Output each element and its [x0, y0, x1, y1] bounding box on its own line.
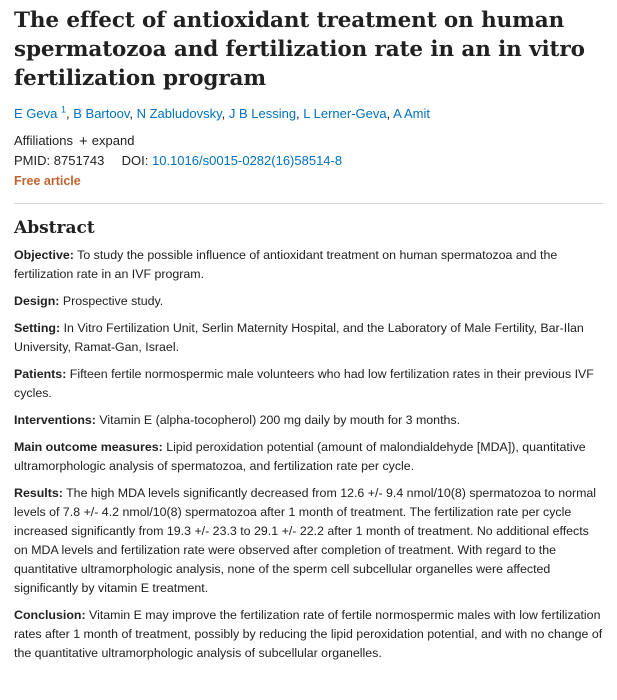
abstract-patients: [14, 365, 603, 403]
section-text: Prospective study.: [62, 294, 164, 308]
section-text: Vitamin E may improve the fertilization rate of fertile normospermic males with low fertilization rates after 1 month of treatment, possibly by reducing the lipid peroxidation potential, and with no change of the quantitative ultramorphologic analysis of subcellular organelles.: [14, 608, 603, 660]
author-link-geva[interactable]: E Geva: [14, 106, 58, 121]
section-label: Setting:: [14, 321, 61, 335]
author-link-lerner-geva[interactable]: L Lerner-Geva: [303, 106, 387, 121]
abstract-main-outcome-measures: [14, 438, 603, 476]
section-text: In Vitro Fertilization Unit, Serlin Maternity Hospital, and the Laboratory of Male Fertility, Bar-Ilan University, Ramat-Gan, Israel.: [14, 321, 584, 354]
abstract-interventions: [14, 411, 603, 430]
affiliation-marker[interactable]: 1: [60, 104, 66, 115]
abstract-heading: Abstract: [14, 218, 95, 238]
section-label: Conclusion:: [14, 608, 86, 622]
author-separator: ,: [66, 106, 74, 121]
identifiers-row: [14, 151, 603, 171]
section-label: Results:: [14, 486, 63, 500]
abstract-objective: [14, 246, 603, 284]
section-label: Design:: [14, 294, 60, 308]
plus-icon: +: [79, 132, 88, 150]
article-title: The effect of antioxidant treatment on human spermatozoa and fertilization rate in an in vitro fertilization program: [14, 8, 585, 91]
abstract-conclusion: [14, 606, 603, 663]
expand-label: expand: [91, 133, 135, 148]
doi-label: DOI:: [121, 153, 149, 168]
author-link-lessing[interactable]: J B Lessing: [228, 106, 297, 121]
section-label: Objective:: [14, 248, 74, 262]
author-separator: ,: [221, 106, 229, 121]
abstract-results: [14, 484, 603, 598]
section-text: The high MDA levels significantly decreased from 12.6 +/- 9.4 nmol/10(8) spermatozoa to normal levels of 7.8 +/- 4.2 nmol/10(8) spermatozoa after 1 month of treatment. The fertilization rate per cycle increased significantly from 19.3 +/- 23.3 to 29.1 +/- 22.2 after 1 month of treatment. No additional effects on MDA levels and fertilization rate were observed after completion of treatment. With regard to the quantitative ultramorphologic analysis, none of the sperm cell subcellular organelles were affected significantly by vitamin E treatment.: [14, 486, 597, 595]
doi-link[interactable]: 10.1016/s0015-0282(16)58514-8: [151, 153, 343, 168]
author-list: [14, 105, 603, 123]
author-separator: ,: [296, 106, 304, 121]
pmid-label: PMID:: [14, 153, 51, 168]
expand-affiliations-button[interactable]: [79, 131, 134, 151]
pmid-value: 8751743: [53, 153, 105, 168]
section-label: Interventions:: [14, 413, 96, 427]
author-link-amit[interactable]: A Amit: [393, 106, 430, 121]
section-label: Main outcome measures:: [14, 440, 163, 454]
abstract-setting: [14, 319, 603, 357]
author-link-zabludovsky[interactable]: N Zabludovsky: [136, 106, 222, 121]
abstract-design: [14, 292, 603, 311]
author-separator: ,: [129, 106, 137, 121]
author-link-bartoov[interactable]: B Bartoov: [73, 106, 130, 121]
affiliations-label: Affiliations: [14, 133, 74, 148]
section-text: Lipid peroxidation potential (amount of malondialdehyde [MDA]), quantitative ultramorphologic analysis of spermatozoa, and fertilization rate per cycle.: [14, 440, 586, 473]
author-separator: ,: [386, 106, 394, 121]
free-article-badge: Free article: [14, 174, 81, 188]
affiliations-row: [14, 131, 603, 151]
section-text: Vitamin E (alpha-tocopherol) 200 mg daily by mouth for 3 months.: [99, 413, 461, 427]
section-label: Patients:: [14, 367, 67, 381]
section-text: Fifteen fertile normospermic male volunteers who had low fertilization rates in their previous IVF cycles.: [14, 367, 594, 400]
section-text: To study the possible influence of antioxidant treatment on human spermatozoa and the fertilization rate in an IVF program.: [14, 248, 558, 281]
section-divider: [14, 203, 603, 204]
